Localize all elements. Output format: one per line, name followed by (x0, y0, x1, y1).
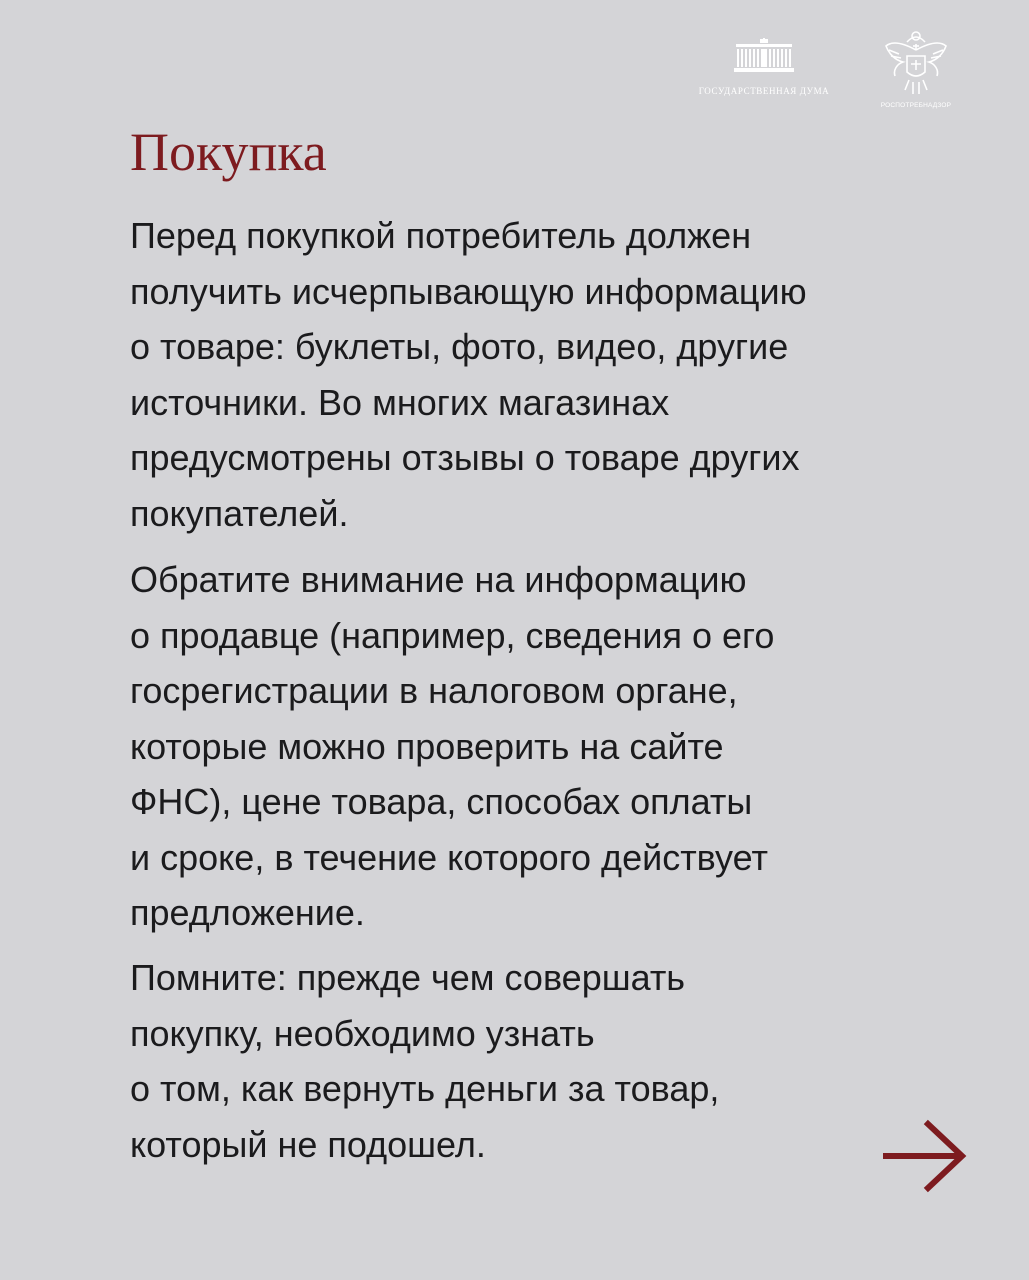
paragraph-seller-info (130, 552, 970, 941)
text-line: госрегистрации в налоговом органе, (130, 670, 738, 711)
rospotrebnadzor-logo (874, 28, 958, 120)
next-slide-button[interactable] (880, 1118, 970, 1194)
text-line: Обратите внимание на информацию (130, 559, 747, 600)
text-line: покупку, необходимо узнать (130, 1012, 595, 1054)
text-line: предусмотрены отзывы о товаре других (130, 437, 800, 478)
text-line: ФНС), цене товара, способах оплаты (130, 781, 753, 822)
arrow-right-icon (880, 1118, 970, 1194)
state-duma-caption: ГОСУДАРСТВЕННАЯ ДУМА (698, 86, 830, 96)
paragraph-info-before-purchase (130, 208, 970, 541)
rospotrebnadzor-caption: РОСПОТРЕБНАДЗОР (880, 102, 952, 109)
paragraph-refund-reminder (130, 950, 970, 1172)
parliament-building-icon (734, 38, 794, 74)
text-line: которые можно проверить на сайте (130, 725, 724, 767)
text-line: который не подошел. (130, 1123, 486, 1165)
text-line: предложение. (130, 892, 365, 933)
page-title: Покупка (130, 122, 327, 182)
text-line: источники. Во многих магазинах (130, 381, 670, 423)
text-line: о продавце (например, сведения о его (130, 614, 775, 656)
text-line: покупателей. (130, 492, 349, 534)
text-line: Перед покупкой потребитель должен (130, 215, 752, 256)
text-line: и сроке, в течение которого действует (130, 836, 768, 878)
eagle-emblem-icon (883, 28, 949, 98)
text-line: получить исчерпывающую информацию (130, 270, 807, 312)
state-duma-logo (672, 38, 856, 100)
text-line: о том, как вернуть деньги за товар, (130, 1068, 720, 1109)
text-line: Помните: прежде чем совершать (130, 957, 686, 998)
text-line: о товаре: буклеты, фото, видео, другие (130, 326, 789, 367)
